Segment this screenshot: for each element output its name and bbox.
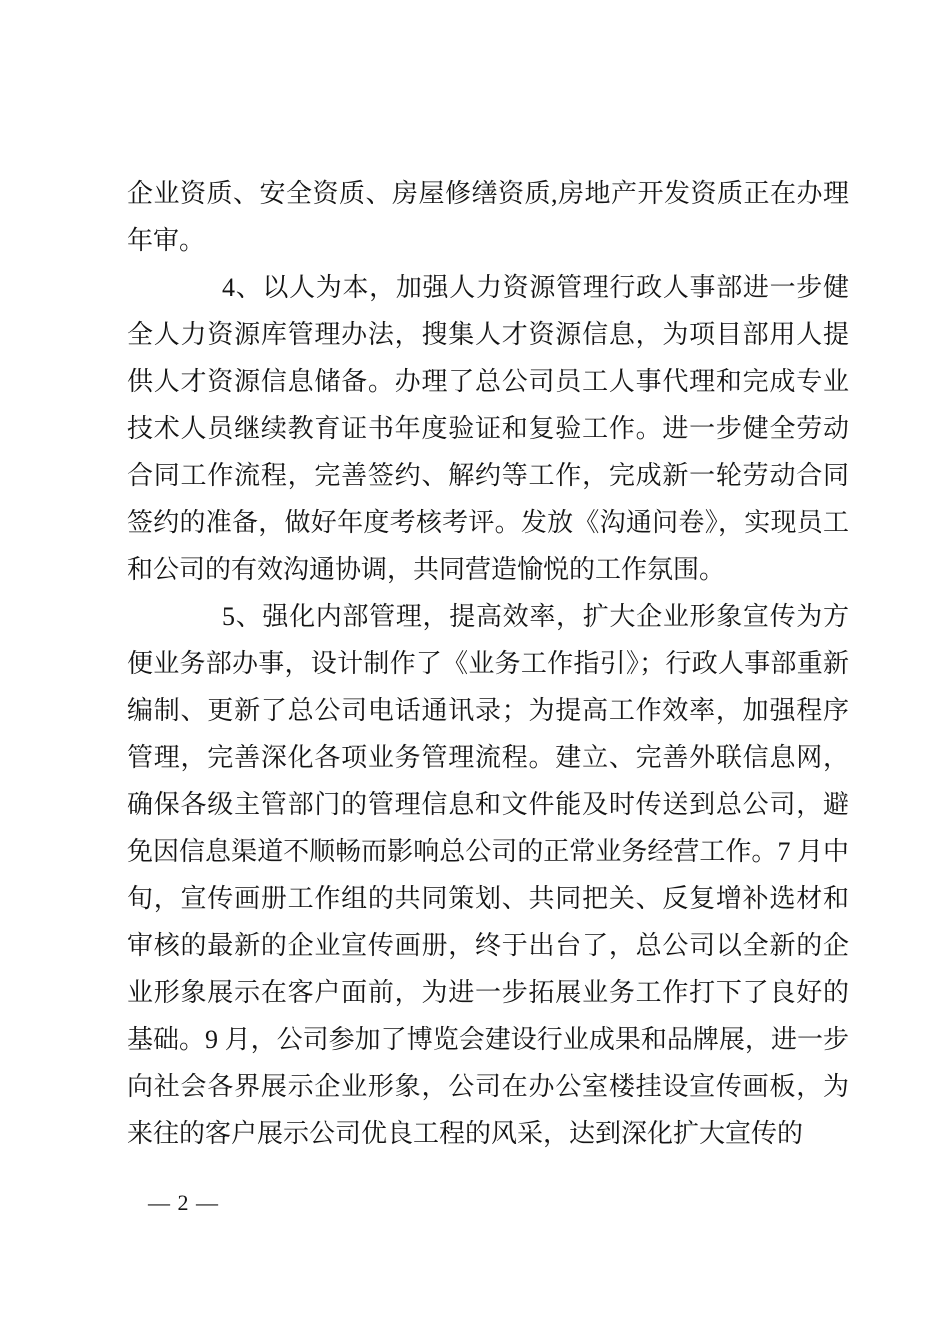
document-body bbox=[127, 170, 849, 1157]
paragraph-continuation: 企业资质、安全资质、房屋修缮资质,房地产开发资质正在办理年审。 bbox=[127, 179, 849, 255]
paragraph-item-4: 4、以人为本，加强人力资源管理行政人事部进一步健全人力资源库管理办法，搜集人才资源信息，为项目部用人提供人才资源信息储备。办理了总公司员工人事代理和完成专业技术人员继续教育证书年度验证和复验工作。进一步健全劳动合同工作流程，完善签约、解约等工作，完成新一轮劳动合同签约的准备，做好年度考核考评。发放《沟通问卷》，实现员工和公司的有效沟通协调，共同营造愉悦的工作氛围。 bbox=[127, 273, 849, 584]
paragraph-item-5: 5、强化内部管理，提高效率，扩大企业形象宣传为方便业务部办事，设计制作了《业务工作指引》；行政人事部重新编制、更新了总公司电话通讯录；为提高工作效率，加强程序管理，完善深化各项业务管理流程。建立、完善外联信息网，确保各级主管部门的管理信息和文件能及时传送到总公司，避免因信息渠道不顺畅而影响总公司的正常业务经营工作。7 月中旬，宣传画册工作组的共同策划、共同把关、反复增补选材和审核的最新的企业宣传画册，终于出台了，总公司以全新的企业形象展示在客户面前，为进一步拓展业务工作打下了良好的基础。9 月，公司参加了博览会建设行业成果和品牌展，进一步向社会各界展示企业形象，公司在办公室楼挂设宣传画板，为来往的客户展示公司优良工程的风采，达到深化扩大宣传的 bbox=[127, 602, 849, 1148]
page-number: — 2 — bbox=[148, 1190, 219, 1215]
